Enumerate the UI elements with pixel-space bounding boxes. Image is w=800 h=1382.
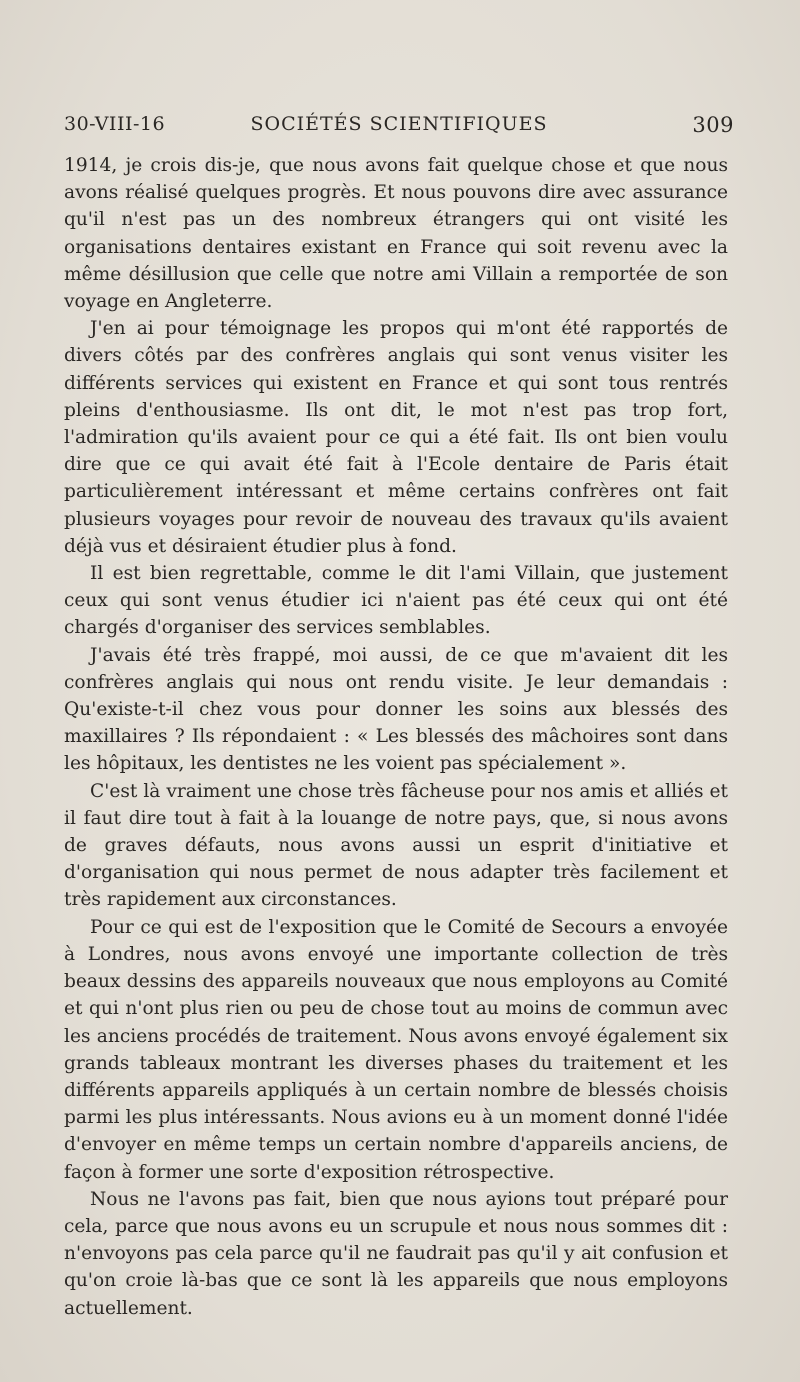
paragraph-6: Pour ce qui est de l'exposition que le Comité de Secours a envoyée à Londres, nous avons envoyé une importante collection de très beaux dessins des appareils nouveaux que nous employons au Comité et qui n'ont plus rien ou peu de chose tout au moins de commun avec les anciens procédés de traitement. Nous avons envoyé également six grands tableaux montrant les diverses phases du traitement et les différents appareils appliqués à un certain nombre de blessés choisis parmi les plus intéressants. Nous avions eu à un moment donné l'idée d'envoyer en même temps un certain nombre d'appareils anciens, de façon à former une sorte d'exposition rétrospective. [64, 916, 728, 1183]
body-text [64, 152, 728, 1322]
paragraph-3: Il est bien regrettable, comme le dit l'ami Villain, que justement ceux qui sont venus étudier ici n'aient pas été ceux qui ont été chargés d'organiser des services semblables. [64, 563, 728, 639]
paragraph-2: J'en ai pour témoignage les propos qui m'ont été rapportés de divers côtés par des confrères anglais qui sont venus visiter les différents services qui existent en France et qui sont tous rentrés pleins d'enthousiasme. Ils ont dit, le mot n'est pas trop fort, l'admiration qu'ils avaient pour ce qui a été fait. Ils ont bien voulu dire que ce qui avait été fait à l'Ecole dentaire de Paris était particulièrement intéressant et même certains confrères ont fait plusieurs voyages pour revoir de nouveau des travaux qu'ils avaient déjà vus et désiraient étudier plus à fond. [64, 318, 728, 557]
paragraph-5: C'est là vraiment une chose très fâcheuse pour nos amis et alliés et il faut dire tout à fait à la louange de notre pays, que, si nous avons de graves défauts, nous avons aussi un esprit d'initiative et d'organisation qui nous permet de nous adapter très facilement et très rapidement aux circonstances. [64, 780, 728, 911]
header-title: SOCIÉTÉS SCIENTIFIQUES [250, 113, 548, 135]
paragraph-4: J'avais été très frappé, moi aussi, de ce que m'avaient dit les confrères anglais qui nous ont rendu visite. Je leur demandais : Qu'existe-t-il chez vous pour donner les soins aux blessés des maxillaires ? Ils répondaient : « Les blessés des mâchoires sont dans les hôpitaux, les dentistes ne les voient pas spécialement ». [64, 644, 728, 775]
page-number: 309 [692, 113, 734, 137]
paragraph-7: Nous ne l'avons pas fait, bien que nous ayions tout préparé pour cela, parce que nous avons eu un scrupule et nous nous sommes dit : n'envoyons pas cela parce qu'il ne faudrait pas qu'il y ait confusion et qu'on croie là-bas que ce sont là les appareils que nous employons actuellement. [64, 1188, 728, 1319]
paragraph-1: 1914, je crois dis-je, que nous avons fait quelque chose et que nous avons réalisé quelques progrès. Et nous pouvons dire avec assurance qu'il n'est pas un des nombreux étrangers qui ont visité les organisations dentaires existant en France qui soit revenu avec la même désillusion que celle que notre ami Villain a remportée de son voyage en Angleterre. [64, 155, 728, 313]
header-date: 30-VIII-16 [64, 113, 166, 135]
running-header [64, 113, 734, 143]
